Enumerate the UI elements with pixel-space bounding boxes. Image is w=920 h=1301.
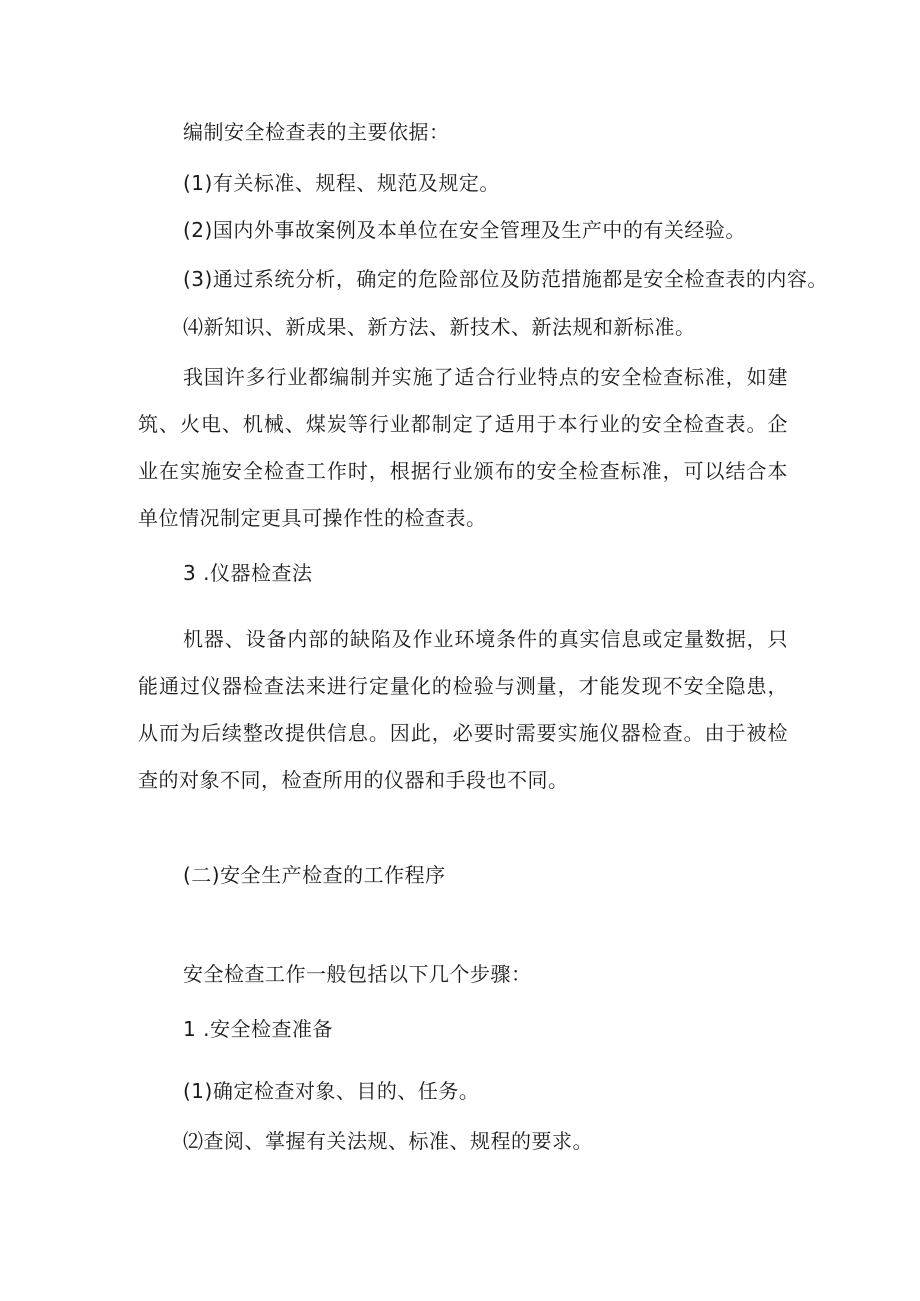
steps-intro: 安全检查工作一般包括以下几个步骤： [183, 962, 532, 986]
basis-intro: 编制安全检查表的主要依据： [183, 120, 450, 144]
prep-item-1: (1)确定检查对象、目的、任务。 [183, 1079, 480, 1103]
basis-item-1: (1)有关标准、规程、规范及规定。 [183, 171, 500, 195]
paragraph-instrument-check: 机器、设备内部的缺陷及作业环境条件的真实信息或定量数据，只能通过仪器检查法来进行定量化的检验与测量，才能发现不安全隐患，从而为后续整改提供信息。因此，必要时需要实施仪器检查。由于被检查的对象不同，检查所用的仪器和手段也不同。 [138, 627, 788, 792]
basis-item-2: (2)国内外事故案例及本单位在安全管理及生产中的有关经验。 [183, 218, 746, 242]
section-heading-procedure: (二)安全生产检查的工作程序 [183, 863, 446, 887]
paragraph-industry-standards: 我国许多行业都编制并实施了适合行业特点的安全检查标准，如建筑、火电、机械、煤炭等行业都制定了适用于本行业的安全检查表。企业在实施安全检查工作时，根据行业颁布的安全检查标准，可以结合本单位情况制定更具可操作性的检查表。 [138, 365, 788, 530]
step-heading-preparation: 1 .安全检查准备 [183, 1017, 333, 1041]
basis-item-4: ⑷新知识、新成果、新方法、新技术、新法规和新标准。 [183, 315, 696, 339]
prep-item-2: ⑵查阅、掌握有关法规、标准、规程的要求。 [183, 1129, 593, 1153]
basis-item-3: (3)通过系统分析，确定的危险部位及防范措施都是安全检查表的内容。 [183, 267, 828, 291]
section-heading-instrument-check: 3 .仪器检查法 [183, 561, 313, 585]
